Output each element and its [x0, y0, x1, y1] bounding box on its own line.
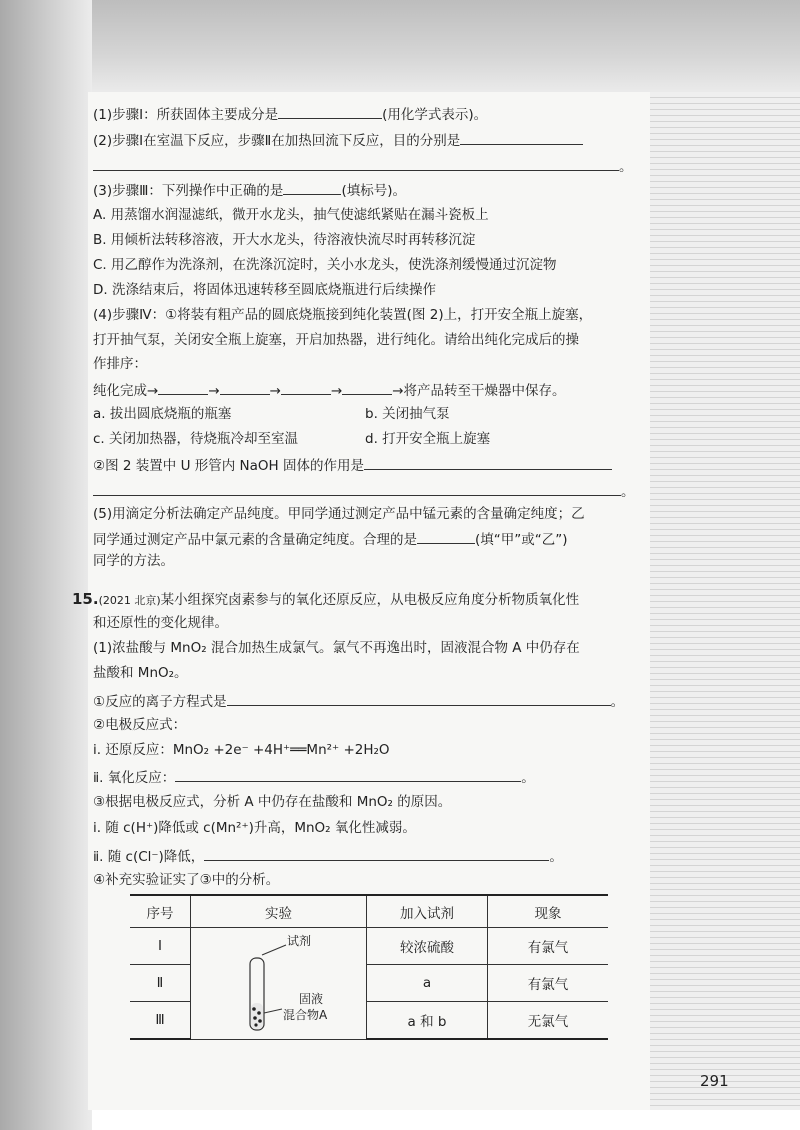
option-a: A. 用蒸馏水润湿滤纸，微开水龙头，抽气使滤纸紧贴在漏斗瓷板上 [93, 207, 489, 223]
row-result: 无氯气 [488, 1002, 609, 1040]
step-option-a: a. 拔出圆底烧瓶的瓶塞 [93, 406, 232, 422]
q4-2-line-2: 。 [93, 481, 635, 501]
answer-blank[interactable] [417, 529, 475, 544]
table-header: 序号 [130, 895, 191, 928]
row-reagent: 较浓硫酸 [367, 928, 488, 965]
row-reagent: a [367, 965, 488, 1002]
table-header: 加入试剂 [367, 895, 488, 928]
reason-1: ⅰ. 随 c(H⁺)降低或 c(Mn²⁺)升高，MnO₂ 氧化性减弱。 [93, 820, 416, 836]
sequence-blank-4[interactable] [342, 380, 392, 395]
q15-sub4-line: ④补充实验证实了③中的分析。 [93, 872, 280, 888]
row-reagent: a 和 b [367, 1002, 488, 1040]
option-c: C. 用乙醇作为洗涤剂，在洗涤沉淀时，关小水龙头，使洗涤剂缓慢通过沉淀物 [93, 257, 557, 273]
mixture-label-2: 混合物A [283, 1008, 328, 1022]
answer-blank[interactable] [364, 455, 612, 470]
q2-line-2: 。 [93, 156, 633, 176]
answer-blank[interactable] [204, 846, 549, 861]
mixture-label-1: 固液 [299, 992, 324, 1006]
scan-shadow-left [0, 0, 92, 1130]
sequence-blank-3[interactable] [281, 380, 331, 395]
table-header: 现象 [488, 895, 609, 928]
reagent-label: 试剂 [287, 934, 312, 948]
answer-blank[interactable] [93, 481, 621, 496]
q15-sub3-line: ③根据电极反应式，分析 A 中仍存在盐酸和 MnO₂ 的原因。 [93, 794, 452, 810]
test-tube-diagram [191, 928, 367, 1040]
sequence-blank-1[interactable] [158, 380, 208, 395]
answer-blank[interactable] [278, 104, 382, 119]
answer-blank[interactable] [175, 767, 521, 782]
q5-line-1: (5)用滴定分析法确定产品纯度。甲同学通过测定产品中锰元素的含量确定纯度；乙 [93, 506, 585, 522]
q1-line: (1)步骤Ⅰ：所获固体主要成分是 (用化学式表示)。 [93, 104, 487, 124]
option-b: B. 用倾析法转移溶液，开大水龙头，待溶液快流尽时再转移沉淀 [93, 232, 476, 248]
oxidation-reaction-line: ⅱ. 氧化反应： 。 [93, 767, 535, 787]
reason-2-line: ⅱ. 随 c(Cl⁻)降低， 。 [93, 846, 563, 866]
q15-part1-line-1: (1)浓盐酸与 MnO₂ 混合加热生成氯气。氯气不再逸出时，固液混合物 A 中仍存在 [93, 640, 580, 656]
row-id: Ⅱ [130, 965, 191, 1002]
question-number: 15. [72, 590, 99, 608]
table-header: 实验 [191, 895, 367, 928]
q5-line-2: 同学通过测定产品中氯元素的含量确定纯度。合理的是 (填“甲”或“乙”) [93, 529, 568, 549]
test-tube-icon [192, 933, 365, 1033]
q5-line-3: 同学的方法。 [93, 553, 174, 569]
answer-blank[interactable] [227, 691, 611, 706]
sequence-blank-2[interactable] [220, 380, 270, 395]
row-result: 有氯气 [488, 928, 609, 965]
option-d: D. 洗涤结束后，将固体迅速转移至圆底烧瓶进行后续操作 [93, 282, 436, 298]
page-number: 291 [700, 1072, 729, 1090]
answer-blank[interactable] [93, 156, 619, 171]
sequence-line: 纯化完成→ → → → →将产品转至干燥器中保存。 [93, 380, 566, 400]
answer-blank[interactable] [460, 130, 583, 145]
q4-line-3: 作排序： [93, 356, 147, 372]
row-id: Ⅲ [130, 1002, 191, 1040]
q3-line: (3)步骤Ⅲ：下列操作中正确的是 (填标号)。 [93, 180, 406, 200]
step-option-d: d. 打开安全瓶上旋塞 [365, 431, 491, 447]
q4-2-line: ②图 2 装置中 U 形管内 NaOH 固体的作用是 [93, 455, 612, 475]
step-option-c: c. 关闭加热器，待烧瓶冷却至室温 [93, 431, 299, 447]
q15-part1-line-2: 盐酸和 MnO₂。 [93, 665, 188, 681]
right-margin-panel [650, 92, 800, 1110]
q4-line-2: 打开抽气泵，关闭安全瓶上旋塞，开启加热器，进行纯化。请给出纯化完成后的操 [93, 332, 579, 348]
q2-line: (2)步骤Ⅰ在室温下反应，步骤Ⅱ在加热回流下反应，目的分别是 [93, 130, 583, 150]
table-row [130, 928, 608, 965]
reduction-reaction: ⅰ. 还原反应：MnO₂ +2e⁻ +4H⁺══Mn²⁺ +2H₂O [93, 742, 390, 758]
question-source: (2021 北京) [98, 594, 161, 607]
experiment-table [130, 894, 608, 1040]
answer-blank[interactable] [283, 180, 341, 195]
table-header-row [130, 895, 608, 928]
row-id: Ⅰ [130, 928, 191, 965]
step-option-b: b. 关闭抽气泵 [365, 406, 450, 422]
row-result: 有氯气 [488, 965, 609, 1002]
q15-line-2: 和还原性的变化规律。 [93, 615, 228, 631]
q4-line-1: (4)步骤Ⅳ：①将装有粗产品的圆底烧瓶接到纯化装置(图 2)上，打开安全瓶上旋塞， [93, 307, 593, 323]
q15-sub1-line: ①反应的离子方程式是 。 [93, 691, 624, 711]
q15-sub2-line: ②电极反应式： [93, 717, 187, 733]
q15-title-line: 15.(2021 北京)某小组探究卤素参与的氧化还原反应，从电极反应角度分析物质氧化性 [72, 590, 580, 608]
scan-shadow-top [0, 0, 800, 95]
